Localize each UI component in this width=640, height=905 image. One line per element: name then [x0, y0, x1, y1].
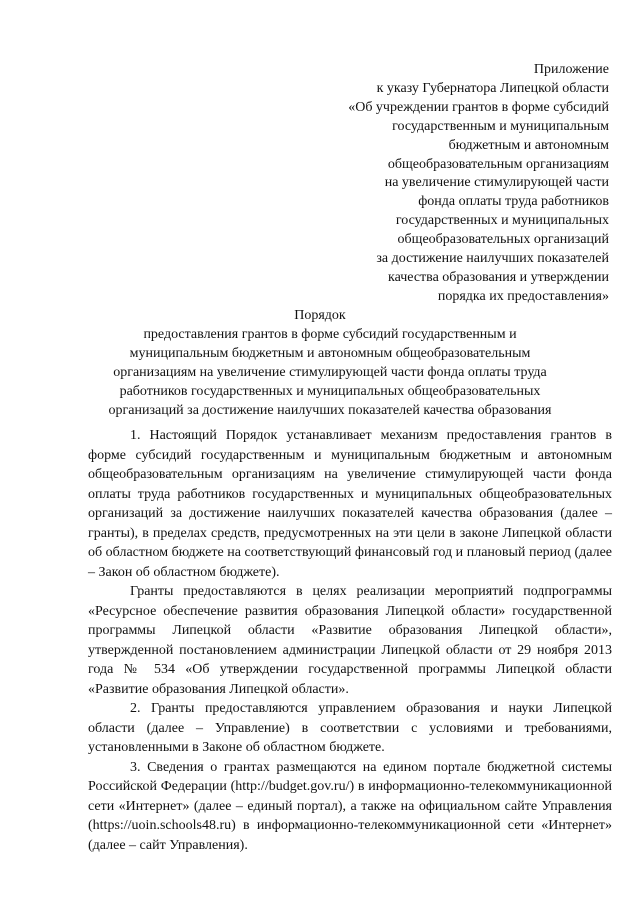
subtitle-line: организаций за достижение наилучших показателей качества образования [108, 403, 552, 418]
paragraph-grants-purpose: Гранты предоставляются в целях реализации мероприятий подпрограммы «Ресурсное обеспечение развития образования Липецкой области» государственной программы Липецкой области «Развитие образования Липецкой области», утвержденной постановлением администрации Липецкой области от 29 ноября 2013 года № 534 «Об утверждении государственной программы Липецкой области «Развитие образования Липецкой области». [88, 584, 612, 697]
paragraph-1: 1. Настоящий Порядок устанавливает механизм предоставления грантов в форме субсидий государственным и муниципальным бюджетным и автономным общеобразовательным организациям на увеличение стимулирующей части фонда оплаты труда работников государственных и муниципальных общеобразовательных организаций за достижение наилучших показателей качества образования (далее – гранты), в пределах средств, предусмотренных на эти цели в законе Липецкой области об областном бюджете на соответствующий финансовый год и плановый период (далее – Закон об областном бюджете). [88, 428, 612, 580]
subtitle-line: предоставления грантов в форме субсидий государственным и [143, 327, 517, 342]
subtitle-line: работников государственных и муниципальных общеобразовательных [119, 384, 541, 399]
appendix-line: порядка их предоставления» [437, 288, 609, 304]
appendix-line: бюджетным и автономным [448, 137, 609, 153]
appendix-header [309, 61, 609, 307]
appendix-line: Приложение [533, 62, 609, 77]
appendix-line: фонда оплаты труда работников [418, 194, 609, 210]
appendix-line: на увеличение стимулирующей части [384, 175, 609, 191]
subtitle-line: муниципальным бюджетным и автономным общеобразовательным [129, 346, 531, 361]
appendix-line: качества образования и утверждении [387, 269, 609, 285]
appendix-line: общеобразовательных организаций [397, 232, 609, 248]
appendix-line: общеобразовательным организациям [387, 156, 609, 172]
paragraph-3: 3. Сведения о грантах размещаются на едином портале бюджетной системы Российской Федерации (http://budget.gov.ru/) в информационно-телекоммуникационной сети «Интернет» (далее – единый портал), а также на официальном сайте Управления (https://uoin.schools48.ru) в информационно-телекоммуникационной сети «Интернет» (далее – сайт Управления). [88, 759, 612, 853]
appendix-line: государственным и муниципальным [392, 118, 609, 134]
document-subtitle [80, 325, 580, 420]
document-title: Порядок [294, 308, 346, 323]
paragraph-2: 2. Гранты предоставляются управлением образования и науки Липецкой области (далее – Управление) в соответствии с условиями и требованиями, установленными в Законе об областном бюджете. [88, 701, 612, 755]
appendix-line: за достижение наилучших показателей [376, 251, 609, 267]
document-body [88, 426, 612, 855]
appendix-line: «Об учреждении грантов в форме субсидий [348, 99, 609, 115]
appendix-line: к указу Губернатора Липецкой области [376, 80, 609, 96]
appendix-line: государственных и муниципальных [395, 213, 609, 229]
subtitle-line: организациям на увеличение стимулирующей части фонда оплаты труда [113, 365, 547, 380]
